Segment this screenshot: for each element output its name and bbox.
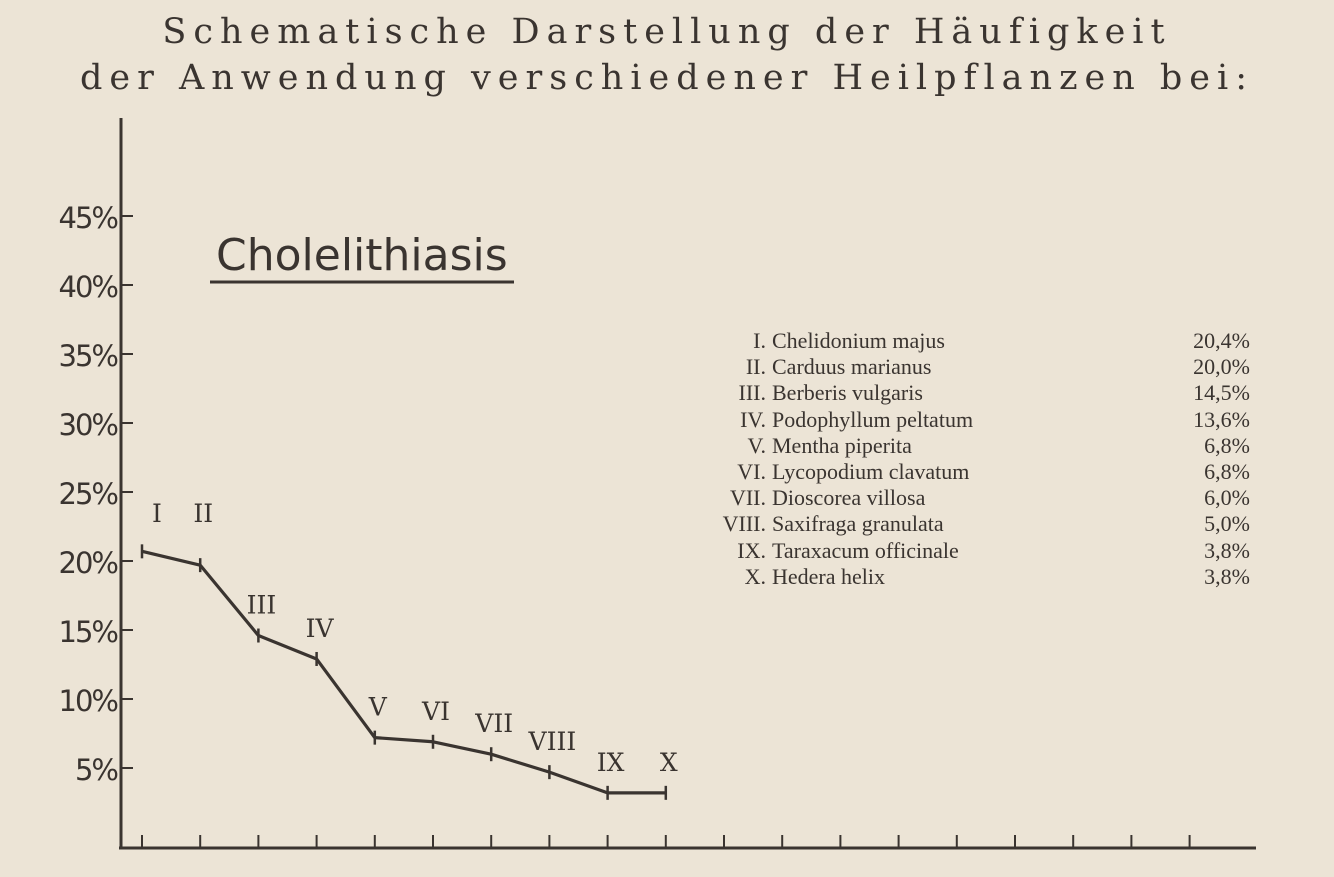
- legend-pct: 6,8%: [1204, 459, 1250, 485]
- y-tick-label: 30%: [58, 408, 117, 442]
- legend-row: [690, 433, 1250, 459]
- point-label-VII: VII: [475, 709, 514, 739]
- y-tick-label: 20%: [58, 546, 117, 580]
- legend-row: [690, 564, 1250, 590]
- point-label-VIII: VIII: [528, 727, 577, 757]
- point-label-V: V: [368, 692, 387, 722]
- point-label-IX: IX: [596, 747, 625, 777]
- legend-row: [690, 485, 1250, 511]
- y-tick-label: 45%: [58, 201, 117, 235]
- point-labels: [152, 499, 678, 777]
- legend-name: Hedera helix: [772, 563, 885, 589]
- legend-pct: 6,0%: [1204, 485, 1250, 511]
- legend-name: Lycopodium clavatum: [772, 459, 970, 485]
- legend-num: VIII.: [722, 511, 766, 537]
- chart-subtitle: Cholelithiasis: [216, 230, 508, 281]
- legend: [690, 328, 1250, 590]
- legend-num: V.: [747, 432, 766, 458]
- legend-pct: 20,0%: [1193, 354, 1250, 380]
- legend-pct: 3,8%: [1204, 537, 1250, 563]
- chart-title-line-2: der Anwendung verschiedener Heilpflanzen bei:: [80, 58, 1254, 98]
- legend-name: Chelidonium majus: [772, 328, 945, 353]
- legend-name: Mentha piperita: [772, 432, 912, 458]
- point-label-IV: IV: [305, 613, 334, 643]
- point-label-III: III: [246, 590, 277, 620]
- legend-pct: 20,4%: [1193, 328, 1250, 353]
- legend-num: VI.: [737, 459, 766, 485]
- legend-row: [690, 407, 1250, 433]
- legend-name: Saxifraga granulata: [772, 511, 944, 537]
- legend-num: II.: [745, 354, 766, 380]
- legend-row: [690, 354, 1250, 380]
- point-label-I: I: [152, 499, 162, 528]
- y-tick-label: 10%: [58, 684, 117, 718]
- legend-row: [690, 328, 1250, 354]
- legend-row: [690, 380, 1250, 406]
- data-series: [142, 544, 666, 800]
- legend-num: IV.: [740, 406, 766, 432]
- y-tick-label: 40%: [58, 270, 117, 304]
- y-tick-label: 35%: [58, 339, 117, 373]
- legend-pct: 14,5%: [1193, 380, 1250, 406]
- legend-num: III.: [738, 380, 766, 406]
- legend-num: IX.: [737, 537, 766, 563]
- legend-num: X.: [744, 563, 766, 589]
- legend-name: Taraxacum officinale: [772, 537, 959, 563]
- legend-pct: 13,6%: [1193, 406, 1250, 432]
- y-tick-label: 15%: [58, 615, 117, 649]
- legend-row: [690, 538, 1250, 564]
- legend-name: Dioscorea villosa: [772, 485, 926, 511]
- legend-row: [690, 511, 1250, 537]
- y-tick-label: 25%: [58, 477, 117, 511]
- legend-num: I.: [753, 328, 766, 353]
- point-label-VI: VI: [422, 696, 450, 726]
- point-label-II: II: [193, 499, 214, 528]
- legend-pct: 5,0%: [1204, 511, 1250, 537]
- chart-title-line-1: Schematische Darstellung der Häufigkeit: [162, 12, 1172, 52]
- series-line: [142, 551, 666, 793]
- legend-name: Carduus marianus: [772, 354, 932, 380]
- legend-row: [690, 459, 1250, 485]
- y-tick-label: 5%: [74, 753, 117, 787]
- legend-name: Berberis vulgaris: [772, 380, 923, 406]
- point-label-X: X: [659, 747, 678, 777]
- legend-pct: 3,8%: [1204, 563, 1250, 589]
- legend-pct: 6,8%: [1204, 432, 1250, 458]
- x-axis-ticks: [142, 835, 1190, 848]
- legend-name: Podophyllum peltatum: [772, 406, 974, 432]
- legend-num: VII.: [729, 485, 766, 511]
